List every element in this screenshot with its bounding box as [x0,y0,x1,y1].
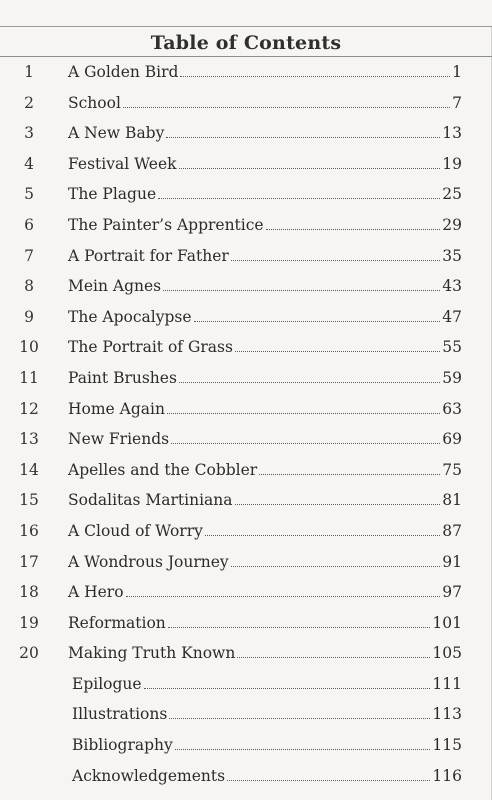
dot-leader [168,627,431,628]
toc-entry [72,675,462,693]
toc-row-bibliography [0,731,492,762]
chapter-number: 20 [19,644,39,663]
top-border [0,0,492,27]
chapter-title: The Portrait of Grass [68,338,233,357]
toc-entry [68,400,462,418]
chapter-number: 19 [19,613,39,632]
page-number: 115 [432,736,462,755]
section-title: Illustrations [72,705,168,724]
chapter-number: 1 [24,63,34,81]
toc-row-chapter-1 [0,58,492,89]
toc-entry [68,644,462,662]
chapter-number: 12 [19,399,39,418]
chapter-title: The Plague [68,185,157,204]
page-title: Table of Contents [150,32,342,54]
dot-leader [266,229,441,230]
section-title: Epilogue [72,674,142,693]
chapter-title: A Cloud of Worry [68,521,203,540]
toc-row-chapter-20 [0,639,492,670]
chapter-title: A Wondrous Journey [68,552,229,571]
dot-leader [175,749,431,750]
dot-leader [167,413,440,414]
chapter-title: A New Baby [68,124,165,143]
chapter-title: The Painter’s Apprentice [68,215,264,234]
toc-entry [72,767,462,785]
chapter-title: Paint Brushes [68,368,177,387]
chapter-number: 13 [19,430,39,449]
page-number: 55 [442,338,462,357]
toc-row-chapter-6 [0,211,492,242]
page-number: 105 [432,644,462,663]
chapter-number: 9 [24,307,34,326]
dot-leader [179,168,441,169]
chapter-title: Making Truth Known [68,644,236,663]
page-number: 69 [442,430,462,449]
toc-row-chapter-19 [0,609,492,640]
page-number: 35 [442,246,462,265]
chapter-number: 15 [19,491,39,510]
toc-entry [68,63,462,81]
toc-entry [68,277,462,295]
toc-entry [68,247,462,265]
toc-row-chapter-17 [0,548,492,579]
dot-leader [231,260,440,261]
toc-row-chapter-16 [0,517,492,548]
chapter-number: 7 [24,246,34,265]
chapter-number: 11 [19,368,39,387]
chapter-number: 18 [19,583,39,602]
page-number: 81 [442,491,462,510]
page-number: 19 [442,154,462,173]
toc-entry [68,369,462,387]
chapter-number: 2 [24,93,34,112]
chapter-title: New Friends [68,430,170,449]
page-number: 13 [442,124,462,143]
chapter-number: 14 [19,460,39,479]
chapter-number: 3 [24,124,34,143]
dot-leader [235,351,440,352]
dot-leader [205,535,440,536]
chapter-title: Festival Week [68,154,177,173]
page-number: 63 [442,399,462,418]
chapter-number: 10 [19,338,39,357]
dot-leader [123,107,450,108]
page-number: 87 [442,521,462,540]
page-number: 7 [452,93,462,112]
chapter-number: 8 [24,277,34,296]
chapter-title: Sodalitas Martiniana [68,491,233,510]
dot-leader [169,718,430,719]
toc-entry [68,155,462,173]
toc-entry [68,338,462,356]
toc-list [0,58,492,792]
dot-leader [144,688,431,689]
chapter-number: 16 [19,521,39,540]
page-number: 1 [452,63,462,81]
toc-row-chapter-8 [0,272,492,303]
page-number: 29 [442,215,462,234]
page-number: 25 [442,185,462,204]
chapter-title: A Golden Bird [68,63,179,81]
toc-entry [68,430,462,448]
dot-leader [171,443,440,444]
toc-row-illustrations [0,700,492,731]
dot-leader [194,321,441,322]
toc-entry [68,185,462,203]
section-title: Bibliography [72,736,173,755]
dot-leader [237,657,430,658]
dot-leader [227,780,430,781]
page-number: 97 [442,583,462,602]
toc-row-chapter-7 [0,242,492,273]
toc-entry [72,736,462,754]
toc-row-chapter-11 [0,364,492,395]
dot-leader [179,382,440,383]
page-number: 116 [432,766,462,785]
chapter-number: 17 [19,552,39,571]
page-number: 75 [442,460,462,479]
toc-row-chapter-15 [0,486,492,517]
page-number: 113 [432,705,462,724]
toc-entry [68,308,462,326]
chapter-number: 5 [24,185,34,204]
chapter-number: 6 [24,215,34,234]
dot-leader [158,198,440,199]
chapter-title: Reformation [68,613,166,632]
page-number: 59 [442,368,462,387]
chapter-title: A Portrait for Father [68,246,229,265]
toc-row-chapter-4 [0,150,492,181]
toc-entry [68,491,462,509]
dot-leader [180,76,450,77]
dot-leader [235,504,441,505]
toc-row-acknowledgements [0,762,492,793]
section-title: Acknowledgements [72,766,226,785]
dot-leader [231,566,441,567]
dot-leader [126,596,441,597]
toc-row-epilogue [0,670,492,701]
toc-entry [68,522,462,540]
chapter-title: Mein Agnes [68,277,162,296]
chapter-title: Apelles and the Cobbler [68,460,258,479]
page-number: 91 [442,552,462,571]
toc-entry [68,124,462,142]
toc-row-chapter-2 [0,89,492,120]
chapter-title: A Hero [68,583,124,602]
chapter-title: School [68,93,121,112]
title-divider [0,56,492,57]
toc-entry [68,461,462,479]
toc-row-chapter-3 [0,119,492,150]
toc-row-chapter-5 [0,180,492,211]
toc-entry [68,94,462,112]
page-number: 111 [432,674,462,693]
toc-row-chapter-12 [0,395,492,426]
toc-entry [68,583,462,601]
toc-row-chapter-18 [0,578,492,609]
toc-row-chapter-10 [0,333,492,364]
dot-leader [163,290,440,291]
page-number: 47 [442,307,462,326]
dot-leader [166,137,440,138]
dot-leader [259,474,440,475]
page-number: 101 [432,613,462,632]
toc-entry [68,216,462,234]
chapter-number: 4 [24,154,34,173]
toc-row-chapter-13 [0,425,492,456]
toc-row-chapter-14 [0,456,492,487]
toc-entry [68,553,462,571]
toc-entry [68,614,462,632]
chapter-title: The Apocalypse [68,307,192,326]
chapter-title: Home Again [68,399,165,418]
toc-row-chapter-9 [0,303,492,334]
page-number: 43 [442,277,462,296]
toc-entry [72,705,462,723]
